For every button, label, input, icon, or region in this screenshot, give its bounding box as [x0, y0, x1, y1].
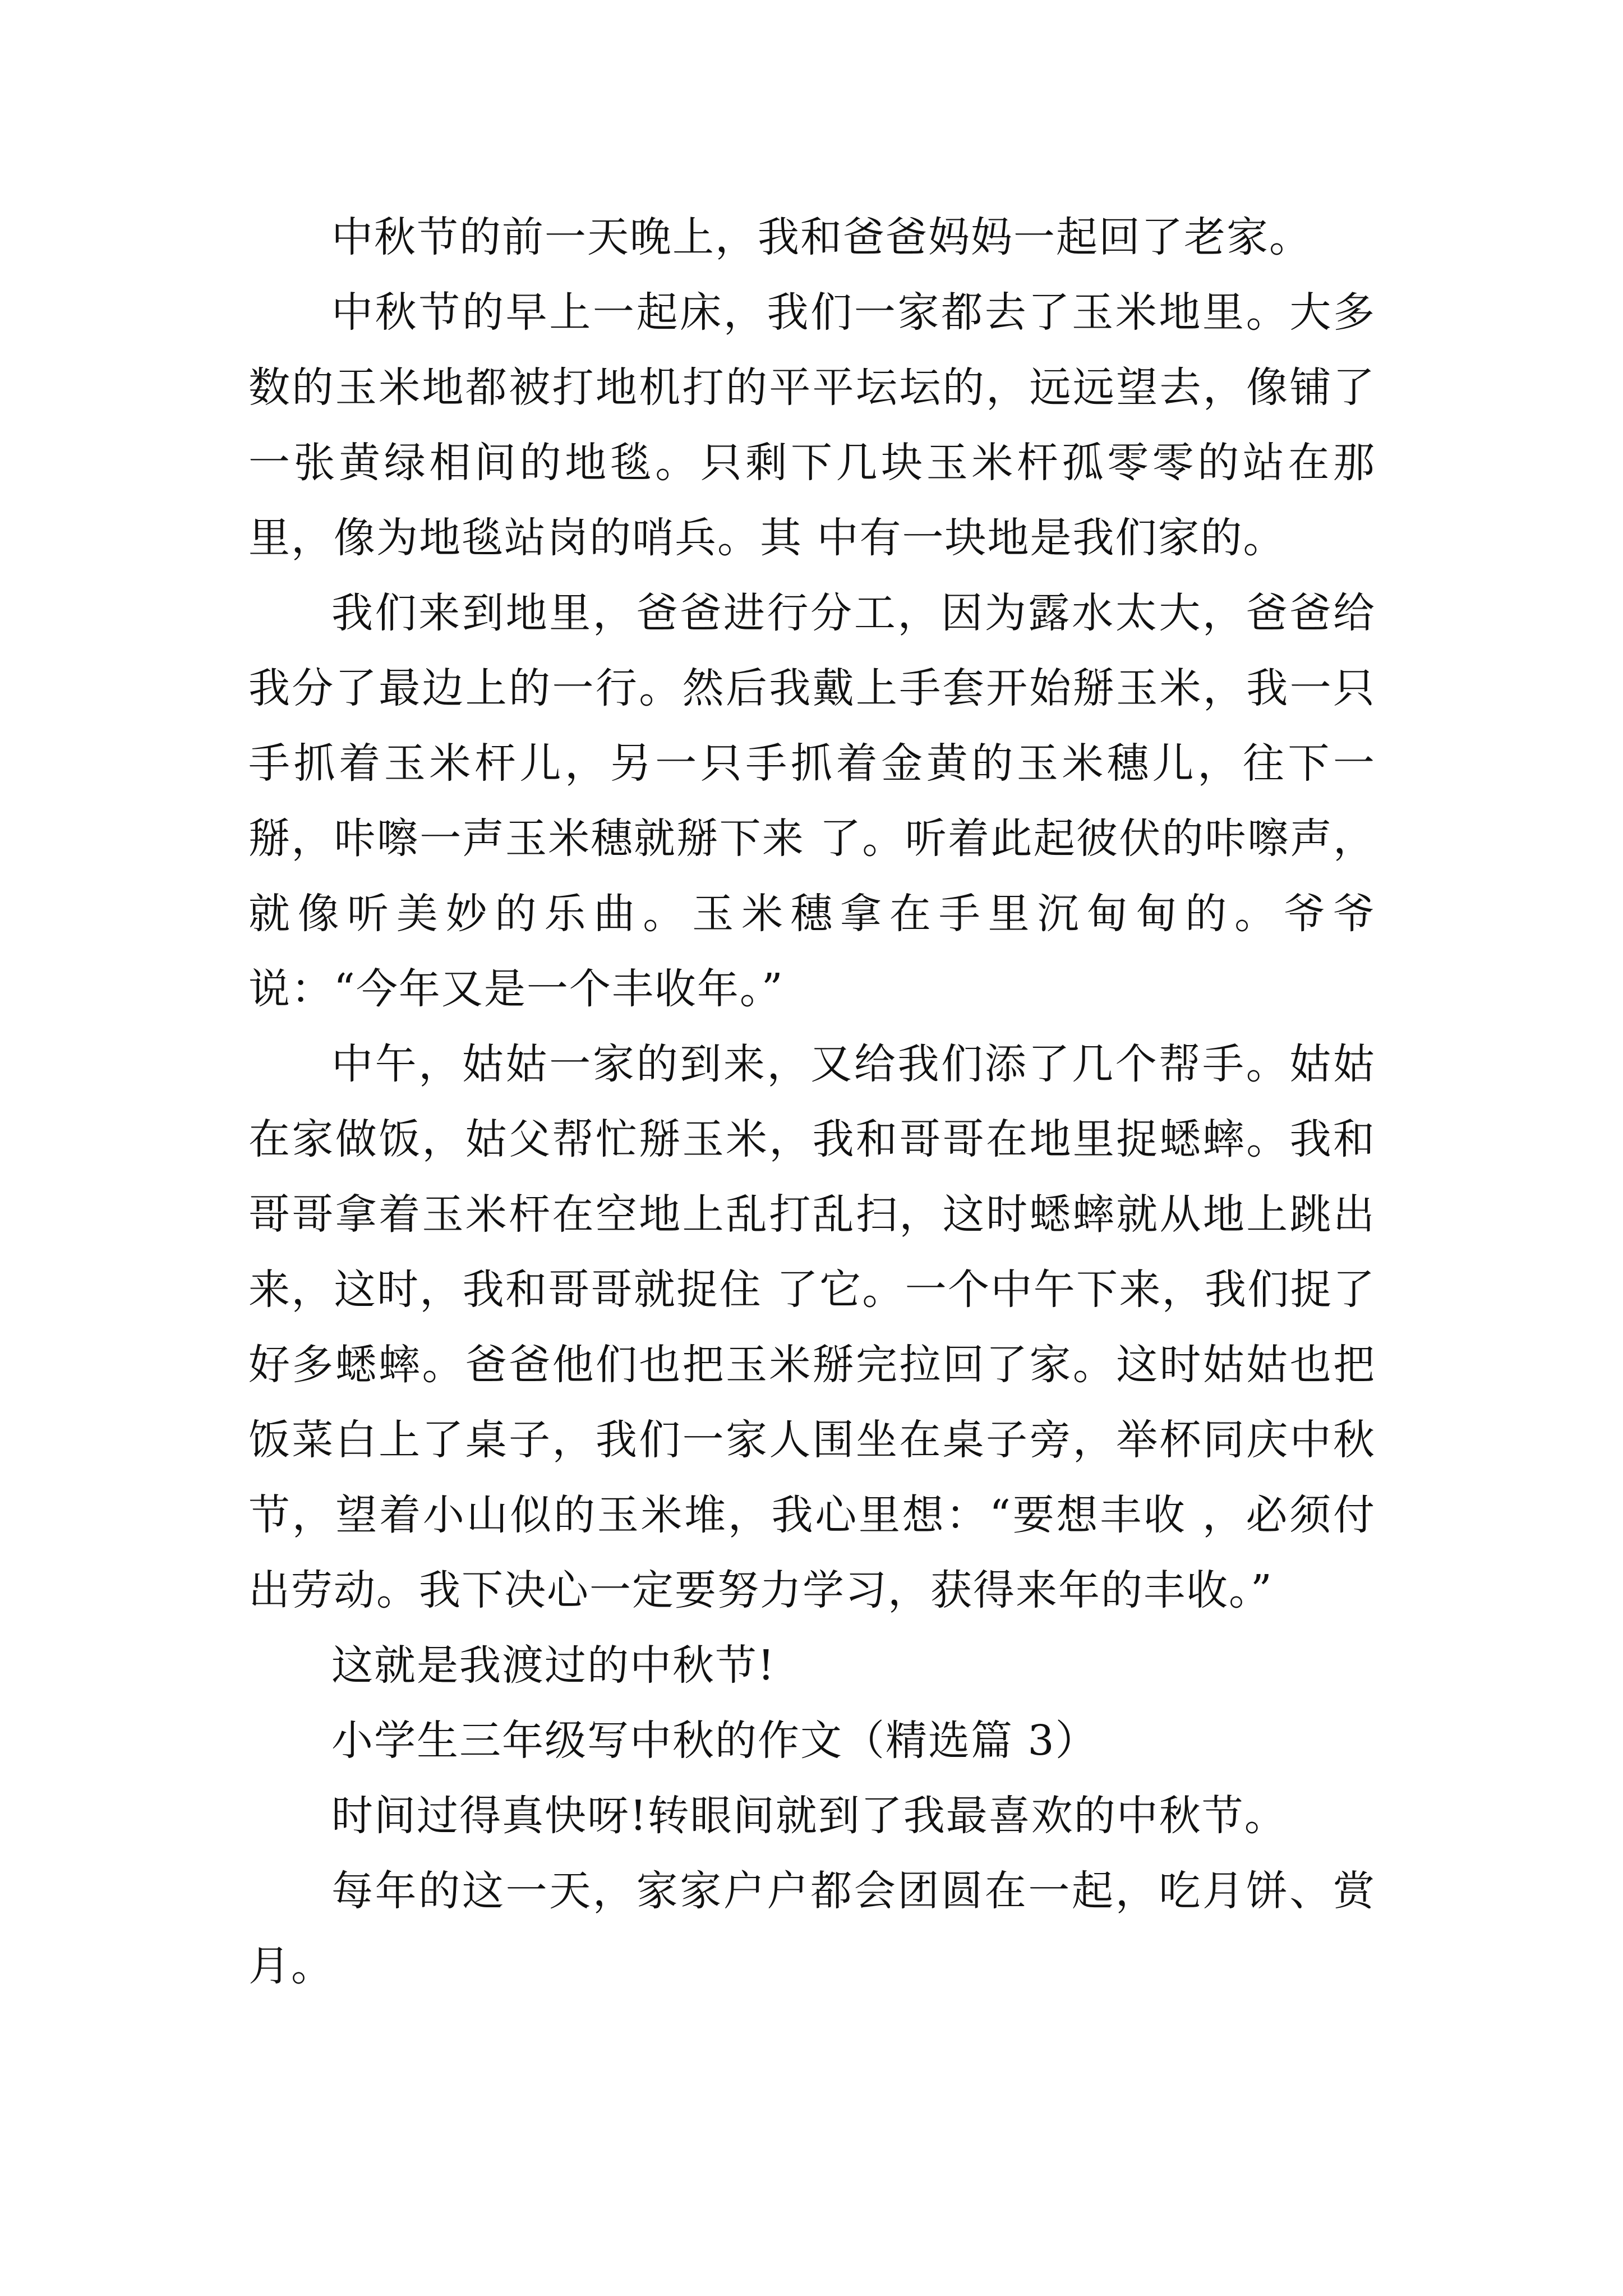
document-page	[248, 200, 1376, 2004]
paragraph-7: 每年的这一天，家家户户都会团圆在一起，吃月饼、赏月。	[248, 1867, 1376, 1990]
paragraph-1: 中秋节的前一天晚上，我和爸爸妈妈一起回了老家。	[331, 213, 1312, 261]
paragraph-2: 中秋节的早上一起床，我们一家都去了玉米地里。大多数的玉米地都被打地机打的平平坛坛的，远远望去，像铺了一张黄绿相间的地毯。只剩下几块玉米杆孤零零的站在那里，像为地毯站岗的哨兵。其 中有一块地是我们家的。	[248, 288, 1376, 562]
paragraph-6: 时间过得真快呀!转眼间就到了我最喜欢的中秋节。	[331, 1792, 1287, 1840]
paragraph-4: 中午，姑姑一家的到来，又给我们添了几个帮手。姑姑在家做饭，姑父帮忙掰玉米，我和哥哥在地里捉蟋蟀。我和哥哥拿着玉米杆在空地上乱打乱扫，这时蟋蟀就从地上跳出来，这时，我和哥哥就捉住 了它。一个中午下来，我们捉了好多蟋蟀。爸爸他们也把玉米掰完拉回了家。这时姑姑也把饭菜白上了桌子，我们一家人围坐在桌子旁，举杯同庆中秋节，望着小山似的玉米堆，我心里想：“要想丰收 ，必须付出劳动。我下决心一定要努力学习，获得来年的丰收。”	[248, 1040, 1376, 1614]
paragraph-3: 我们来到地里，爸爸进行分工，因为露水太大，爸爸给我分了最边上的一行。然后我戴上手套开始掰玉米，我一只手抓着玉米杆儿，另一只手抓着金黄的玉米穗儿，往下一掰，咔嚓一声玉米穗就掰下来 了。听着此起彼伏的咔嚓声，就像听美妙的乐曲。玉米穗拿在手里沉甸甸的。爷爷说：“今年又是一个丰收年。”	[248, 589, 1376, 1013]
section-heading: 小学生三年级写中秋的作文（精选篇 3）	[331, 1717, 1098, 1765]
paragraph-5: 这就是我渡过的中秋节!	[331, 1641, 776, 1690]
